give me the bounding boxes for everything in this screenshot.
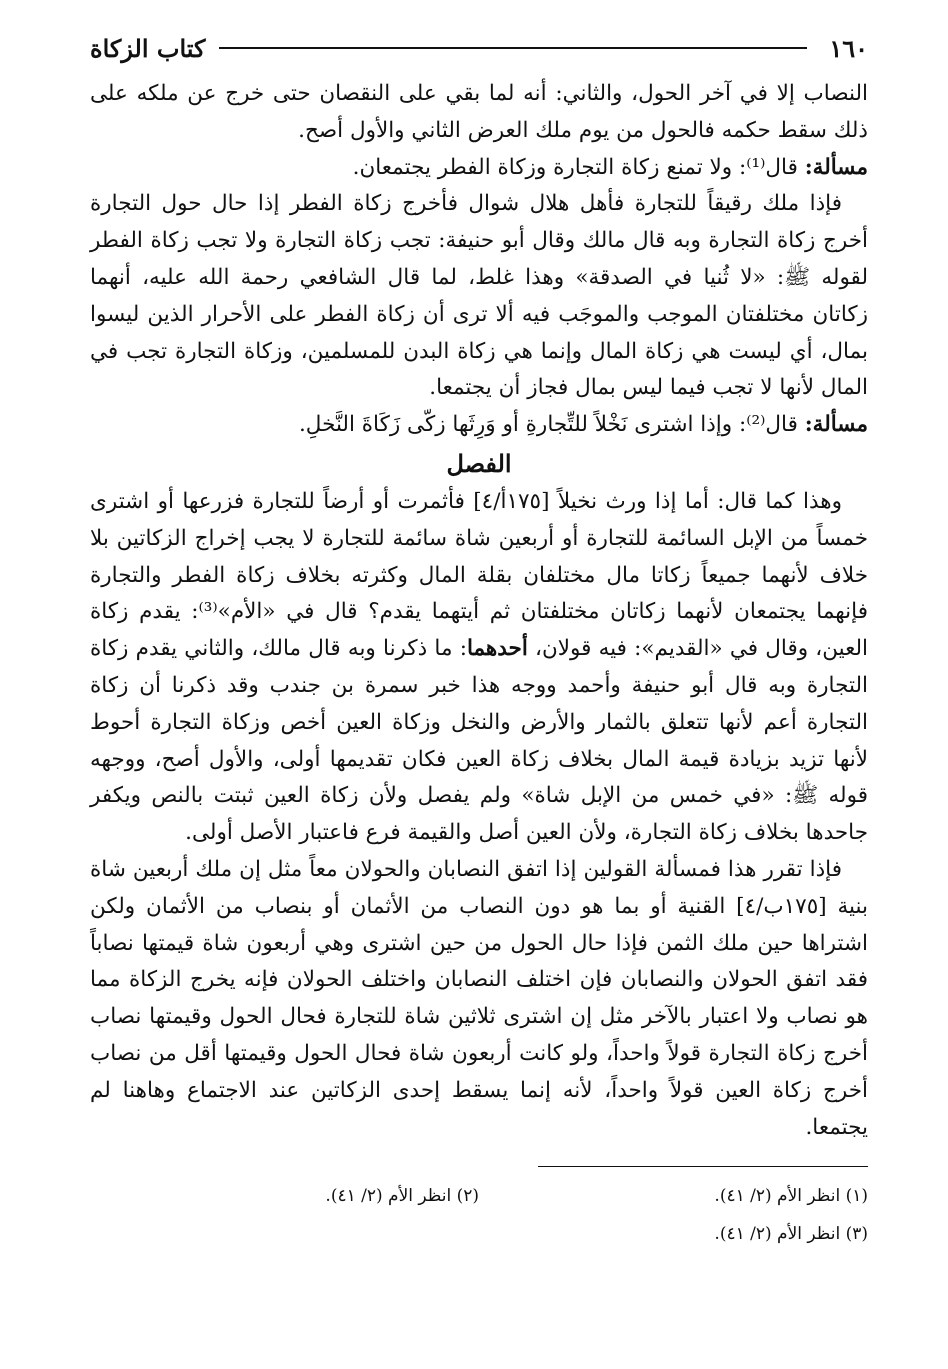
paragraph-3: فإذا ملك رقيقاً للتجارة فأهل هلال شوال فأخرج زكاة الفطر إذا حال حول التجارة أخرج زكاة التجارة وبه قال مالك وقال أبو حنيفة: تجب زكاة التجارة ولا تجب زكاة الفطر لقوله ﷺ: «لا ثُنيا في الصدقة» وهذا غلط، لما قال الشافعي رحمة الله عليه، أنهما زكاتان مختلفتان الموجب والموجَب فيه ألا ترى أن زكاة الفطر على الأحرار الذين ليسوا بمال، أي ليست هي زكاة المال وإنما هي زكاة البدن للمسلمين، وزكاة التجارة تجب في المال لأنها لا تجب فيما ليس بمال فجاز أن يجتمعا. bbox=[90, 191, 868, 401]
paragraph-5-bold: أحدهما bbox=[466, 636, 528, 662]
header-rule bbox=[219, 47, 807, 49]
footnote-2: (٢) انظر الأم (٢/ ٤١). bbox=[325, 1186, 479, 1207]
section-heading: الفصل bbox=[446, 448, 512, 478]
footnote-3: (٣) انظر الأم (٢/ ٤١). bbox=[714, 1224, 868, 1245]
paragraph-2-text: قال⁽¹⁾: ولا تمنع زكاة التجارة وزكاة الفطر يجتمعان. bbox=[352, 154, 805, 180]
paragraph-1: النصاب إلا في آخر الحول، والثاني: أنه لما بقي على النقصان حتى خرج عن ملكه على ذلك سقط حكمه فالحول من يوم ملك العرض الثاني والأول أصح. bbox=[90, 81, 868, 143]
paragraph-5-rest: : ما ذكرنا وبه قال مالك، والثاني يقدم زكاة التجارة وبه قال أبو حنيفة وأحمد ووجه هذا خبر سمرة بن جندب وقد ذكرنا أن زكاة التجارة أعم لأنها تتعلق بالثمار والأرض والنخل وزكاة العين أخص وزكاة التجارة أحوط لأنها تزيد بزيادة قيمة المال بخلاف زكاة العين فكان تقديمها أولى، والأول أصح، ووجهه قوله ﷺ: «في خمس من الإبل شاة» ولم يفصل ولأن زكاة العين ثبتت بالنص ويكفر جاحدها بخلاف زكاة التجارة، ولأن العين أصل والقيمة فرع فاعتبار الأصل أولى. bbox=[90, 636, 868, 846]
footnote-1: (١) انظر الأم (٢/ ٤١). bbox=[714, 1186, 868, 1207]
footnote-rule bbox=[538, 1166, 868, 1167]
footnotes bbox=[90, 1177, 868, 1253]
masala-label-2: مسألة: bbox=[804, 412, 868, 438]
footnote-row bbox=[90, 1215, 868, 1253]
paragraph-5-text: وهذا كما قال: أما إذا ورث نخيلاً [١٧٥أ/٤] فأثمرت أو أرضاً للتجارة فزرعها أو اشترى خمساً من الإبل السائمة للتجارة أو أربعين شاة سائمة للتجارة لا يجب إخراج الزكاتين بلا خلاف لأنهما جميعاً زكاتا مال مختلفان بقلة المال وكثرته بخلاف زكاة الفطر والتجارة فإنهما يجتمعان لأنهما زكاتان مختلفتان ثم أيتهما يقدم؟ قال في «الأم»⁽³⁾: يقدم زكاة العين، وقال في «القديم»: فيه قولان، bbox=[90, 488, 868, 662]
footnote-row bbox=[90, 1177, 868, 1215]
masala-label: مسألة: bbox=[804, 154, 868, 180]
paragraph-4-text: قال⁽²⁾: وإذا اشترى نَخْلاً للتِّجارةِ أو وَرِثَها زكّى زَكَاةَ النَّخلِ. bbox=[298, 412, 805, 438]
paragraph-5 bbox=[90, 484, 868, 852]
paragraph-2 bbox=[90, 150, 868, 187]
document-page bbox=[90, 28, 868, 1253]
body-text bbox=[90, 76, 868, 1146]
paragraph-4 bbox=[90, 407, 868, 444]
page-number: ١٦٠ bbox=[829, 33, 868, 63]
book-title: كتاب الزكاة bbox=[90, 33, 206, 63]
running-head bbox=[90, 28, 868, 68]
paragraph-6: فإذا تقرر هذا فمسألة القولين إذا اتفق النصابان والحولان معاً مثل إن ملك أربعين شاة بنية [١٧٥ب/٤] القنية أو بما هو دون النصاب من الأثمان أو بنصاب من الأثمان ولكن اشتراها حين ملك الثمن فإذا حال الحول من حين اشترى وهي أربعون شاة قيمتها نصاباً فقد اتفق الحولان والنصابان فإن اختلف النصابان واختلف الحولان فإنه يخرج الزكاة مما هو نصاب ولا اعتبار بالآخر مثل إن اشترى ثلاثين شاة للتجارة فحال الحول وقيمتها نصاب أخرج زكاة التجارة قولاً واحداً، ولو كانت أربعون شاة فحال الحول وقيمتها أقل من نصاب أخرج زكاة العين قولاً واحداً، لأنه إنما يسقط إحدى الزكاتين عند الاجتماع وهاهنا لم يجتمعا. bbox=[90, 856, 868, 1140]
